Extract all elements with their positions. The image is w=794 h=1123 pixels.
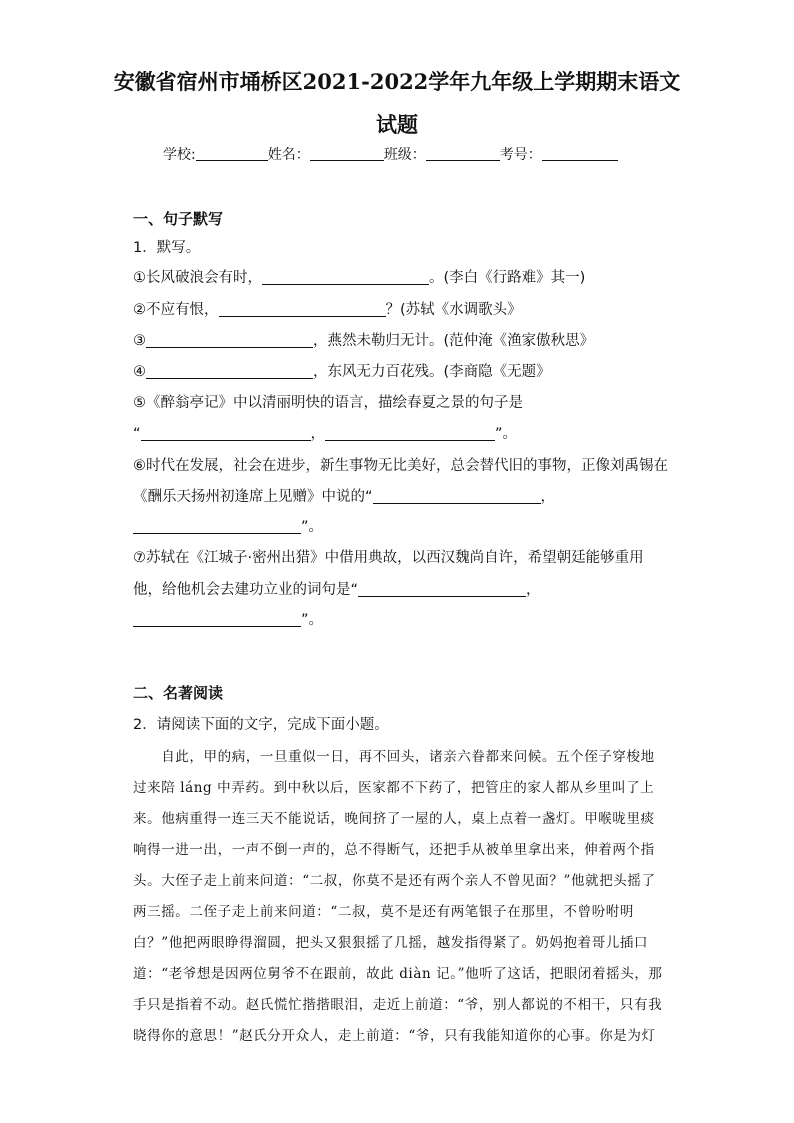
answer-blank-5b[interactable]: [325, 425, 495, 441]
item-3-prefix: ③: [133, 333, 146, 349]
item-2-suffix: ？(苏轼《水调歌头》: [385, 302, 522, 318]
answer-blank-6a[interactable]: [373, 488, 541, 504]
student-info-row: [163, 144, 618, 164]
close-quote: ”。: [495, 426, 518, 442]
item-6-line2: [133, 485, 555, 506]
item-1: [133, 266, 585, 287]
exam-title-line1: 安徽省宿州市埇桥区2021-2022学年九年级上学期期末语文: [113, 69, 681, 94]
exam-title-line2: 试题: [376, 112, 418, 137]
item-1-prefix: ①长风破浪会有时，: [133, 270, 262, 286]
item-4-suffix: ，东风无力百花残。(李商隐《无题》: [313, 364, 551, 380]
item-4-prefix: ④: [133, 364, 146, 380]
name-blank[interactable]: [310, 146, 384, 161]
question-1-stem: 1．默写。: [133, 240, 201, 256]
close-quote: ”。: [301, 519, 324, 535]
passage-line: 道：“老爷想是因两位舅爷不在跟前，故此 diàn 记。”他听了这话，把眼闭着摇头，那: [133, 966, 663, 982]
answer-blank-7b[interactable]: [133, 611, 301, 627]
passage-line: 白？”他把两眼睁得溜圆，把头又狠狠摇了几摇，越发指得紧了。奶妈抱着哥儿插口: [133, 935, 649, 951]
item-6-stem: ⑥时代在发展，社会在进步，新生事物无比美好，总会替代旧的事物，正像刘禹锡在: [133, 458, 668, 474]
id-label: 考号：: [499, 147, 542, 163]
item-3-suffix: ，燕然未勒归无计。(范仲淹《渔家傲秋思》: [313, 333, 595, 349]
item-4: [133, 360, 551, 381]
answer-blank-5a[interactable]: [141, 425, 311, 441]
comma: ，: [526, 582, 541, 598]
close-quote: ”。: [301, 612, 324, 628]
item-5-stem: ⑤《醉翁亭记》中以清丽明快的语言，描绘春夏之景的句子是: [133, 395, 523, 411]
item-2: [133, 298, 522, 319]
comma: ，: [310, 426, 326, 442]
answer-blank-3[interactable]: [146, 332, 313, 348]
item-6-line2-text: 《酬乐天扬州初逢席上见赠》中说的“: [133, 489, 373, 505]
section-heading-dictation: 一、句子默写: [133, 210, 224, 228]
item-3: [133, 329, 594, 350]
answer-blank-6b[interactable]: [133, 518, 301, 534]
item-5-answer-row: [133, 422, 517, 443]
class-blank[interactable]: [426, 146, 500, 161]
passage-line: 头。大侄子走上前来问道：“二叔，你莫不是还有两个亲人不曾见面？”他就把头摇了: [133, 873, 656, 889]
passage-line: 晓得你的意思！”赵氏分开众人，走上前道：“爷，只有我能知道你的心事。你是为灯: [133, 1028, 656, 1044]
class-label: 班级：: [383, 147, 426, 163]
school-label: 学校:: [163, 147, 196, 163]
passage-line: 自此，甲的病，一旦重似一日，再不回头，诸亲六眷都来问候。五个侄子穿梭地: [133, 749, 655, 765]
passage-line: 响得一进一出，一声不倒一声的，总不得断气，还把手从被单里拿出来，伸着两个指: [133, 842, 655, 858]
item-7-line2-text: 他，给他机会去建功立业的词句是“: [133, 582, 359, 598]
answer-blank-7a[interactable]: [358, 581, 526, 597]
passage-line: 手只是指着不动。赵氏慌忙揩揩眼泪，走近上前道：“爷，别人都说的不相干，只有我: [133, 997, 663, 1013]
item-2-prefix: ②不应有恨，: [133, 302, 219, 318]
school-blank[interactable]: [196, 146, 268, 161]
passage-line: 两三摇。二侄子走上前来问道：“二叔，莫不是还有两笔银子在那里，不曾吩咐明: [133, 904, 635, 920]
item-7-line3: [133, 608, 323, 629]
item-1-suffix: 。(李白《行路难》其一): [429, 270, 586, 286]
passage-line: 过来陪 láng 中弄药。到中秋以后，医家都不下药了，把管庄的家人都从乡里叫了上: [133, 780, 655, 796]
item-7-line2: [133, 578, 541, 599]
name-label: 姓名：: [267, 147, 310, 163]
question-2-stem: 2．请阅读下面的文字，完成下面小题。: [133, 717, 389, 733]
id-blank[interactable]: [542, 146, 618, 161]
item-6-line3: [133, 515, 323, 536]
answer-blank-4[interactable]: [146, 363, 313, 379]
answer-blank-2[interactable]: [219, 301, 386, 317]
answer-blank-1[interactable]: [262, 269, 429, 285]
open-quote: “: [133, 426, 141, 442]
comma: ，: [540, 489, 556, 505]
item-7-stem: ⑦苏轼在《江城子·密州出猎》中借用典故，以西汉魏尚自许，希望朝廷能够重用: [133, 550, 644, 566]
section-heading-classic-reading: 二、名著阅读: [133, 684, 224, 702]
passage-line: 来。他病重得一连三天不能说话，晚间挤了一屋的人，桌上点着一盏灯。甲喉咙里痰: [133, 811, 655, 827]
